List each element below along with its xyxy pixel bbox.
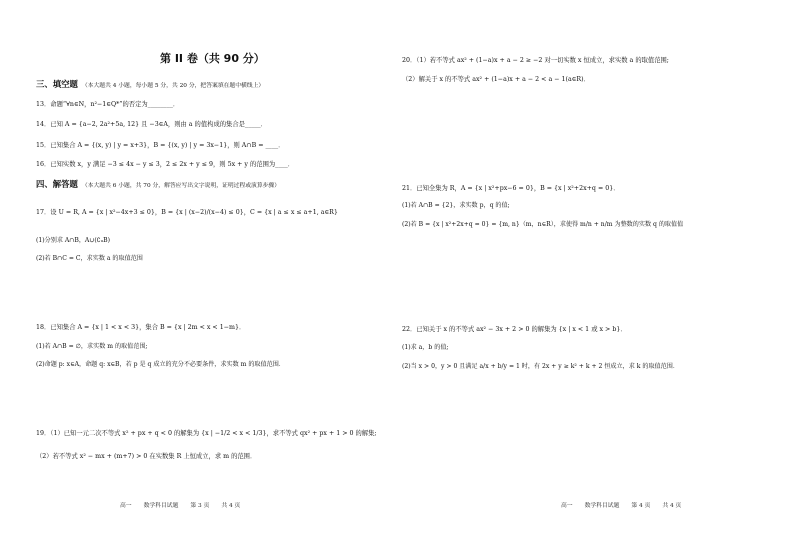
- question-18: 18．已知集合 A = {x | 1 < x < 3}，集合 B = {x | 2m < x < 1−m}．: [36, 324, 246, 331]
- footer-subject: 数学科目试题: [584, 503, 620, 509]
- question-19-part-2: （2）若不等式 x² − mx + (m+7) > 0 在实数集 R 上恒成立，求 m 的范围．: [36, 453, 257, 460]
- footer-page: 第 3 页: [190, 503, 210, 509]
- question-21: 21．已知全集为 R，A = {x | x²+px−6 = 0}，B = {x | x²+2x+q = 0}．: [402, 185, 620, 192]
- footer-page: 第 4 页: [631, 503, 651, 509]
- question-20-part-2: （2）解关于 x 的不等式 ax² + (1−a)x + a − 2 < a − 1(a∈R)．: [402, 76, 590, 83]
- question-21-part-1: (1)若 A∩B = {2}，求实数 p，q 的值;: [402, 202, 510, 209]
- section-fill-in-note: （本大题共 4 小题，每小题 5 分，共 20 分，把答案填在题中横线上）: [81, 83, 265, 89]
- question-17-part-1: (1)分别求 A∩B，A∪(∁ᵤB): [36, 237, 110, 244]
- question-19-part-1: 19．（1）已知一元二次不等式 x² + px + q < 0 的解集为 {x | −1/2 < x < 1/3}，求不等式 qx² + px + 1 > 0 的解集;: [36, 430, 377, 437]
- footer-total: 共 4 页: [662, 503, 682, 509]
- question-15: 15．已知集合 A = {(x, y) | y = x+3}，B = {(x, y) | y = 3x−1}，则 A∩B = ____．: [36, 142, 285, 149]
- page-footer-left: [120, 500, 252, 509]
- exam-page-4: [397, 0, 794, 550]
- question-18-part-2: (2)命题 p: x∈A，命题 q: x∈B，若 p 是 q 成立的充分不必要条件，求实数 m 的取值范围．: [36, 361, 285, 368]
- question-20-part-1: 20．（1）若不等式 ax² + (1−a)x + a − 2 ≥ −2 对一切实数 x 恒成立，求实数 a 的取值范围;: [402, 57, 669, 64]
- section-fill-in-heading: 三、填空题: [36, 79, 78, 89]
- footer-grade: 高一: [561, 503, 573, 509]
- question-21-part-2: (2)若 B = {x | x²+2x+q = 0} = {m, n}（m，n∈R），求使得 m/n + n/m 为整数的实数 q 的取值值: [402, 221, 684, 228]
- question-22-part-1: (1)求 a，b 的值;: [402, 344, 449, 351]
- footer-grade: 高一: [120, 503, 132, 509]
- question-16: 16．已知实数 x，y 满足 −3 ≤ 4x − y ≤ 3，2 ≤ 2x + y ≤ 9，则 5x + y 的范围为____．: [36, 161, 295, 168]
- section-solve-note: （本大题共 6 小题，共 70 分，解答应写出文字说明，证明过程或演算步骤）: [81, 183, 281, 189]
- question-22-part-2: (2)当 x > 0，y > 0 且满足 a/x + b/y = 1 时，有 2x + y ≥ k² + k + 2 恒成立，求 k 的取值范围．: [402, 363, 679, 370]
- question-22: 22．已知关于 x 的不等式 ax² − 3x + 2 > 0 的解集为 {x | x < 1 或 x > b}．: [402, 326, 627, 333]
- question-18-part-1: (1)若 A∩B = ∅，求实数 m 的取值范围;: [36, 343, 148, 350]
- section-fill-in: [36, 80, 264, 91]
- footer-subject: 数学科目试题: [143, 503, 179, 509]
- question-14: 14．已知 A = {a−2, 2a²+5a, 12} 且 −3∈A，则由 a 的值构成的集合是_____．: [36, 121, 267, 128]
- question-17: 17．设 U = R, A = {x | x²−4x+3 ≤ 0}，B = {x | (x−2)/(x−4) ≤ 0}，C = {x | a ≤ x ≤ a+1, a∈R}: [36, 209, 338, 216]
- footer-total: 共 4 页: [221, 503, 241, 509]
- question-13: 13．命题“∀n∈N，n²−1∈Q*”的否定为________．: [36, 101, 180, 108]
- page-footer-right: [561, 500, 693, 509]
- section-solve: [36, 180, 280, 191]
- part-two-title: 第 II 卷（共 90 分）: [160, 52, 265, 65]
- section-solve-heading: 四、解答题: [36, 179, 78, 189]
- question-17-part-2: (2)若 B∩C = C，求实数 a 的取值范围: [36, 255, 143, 262]
